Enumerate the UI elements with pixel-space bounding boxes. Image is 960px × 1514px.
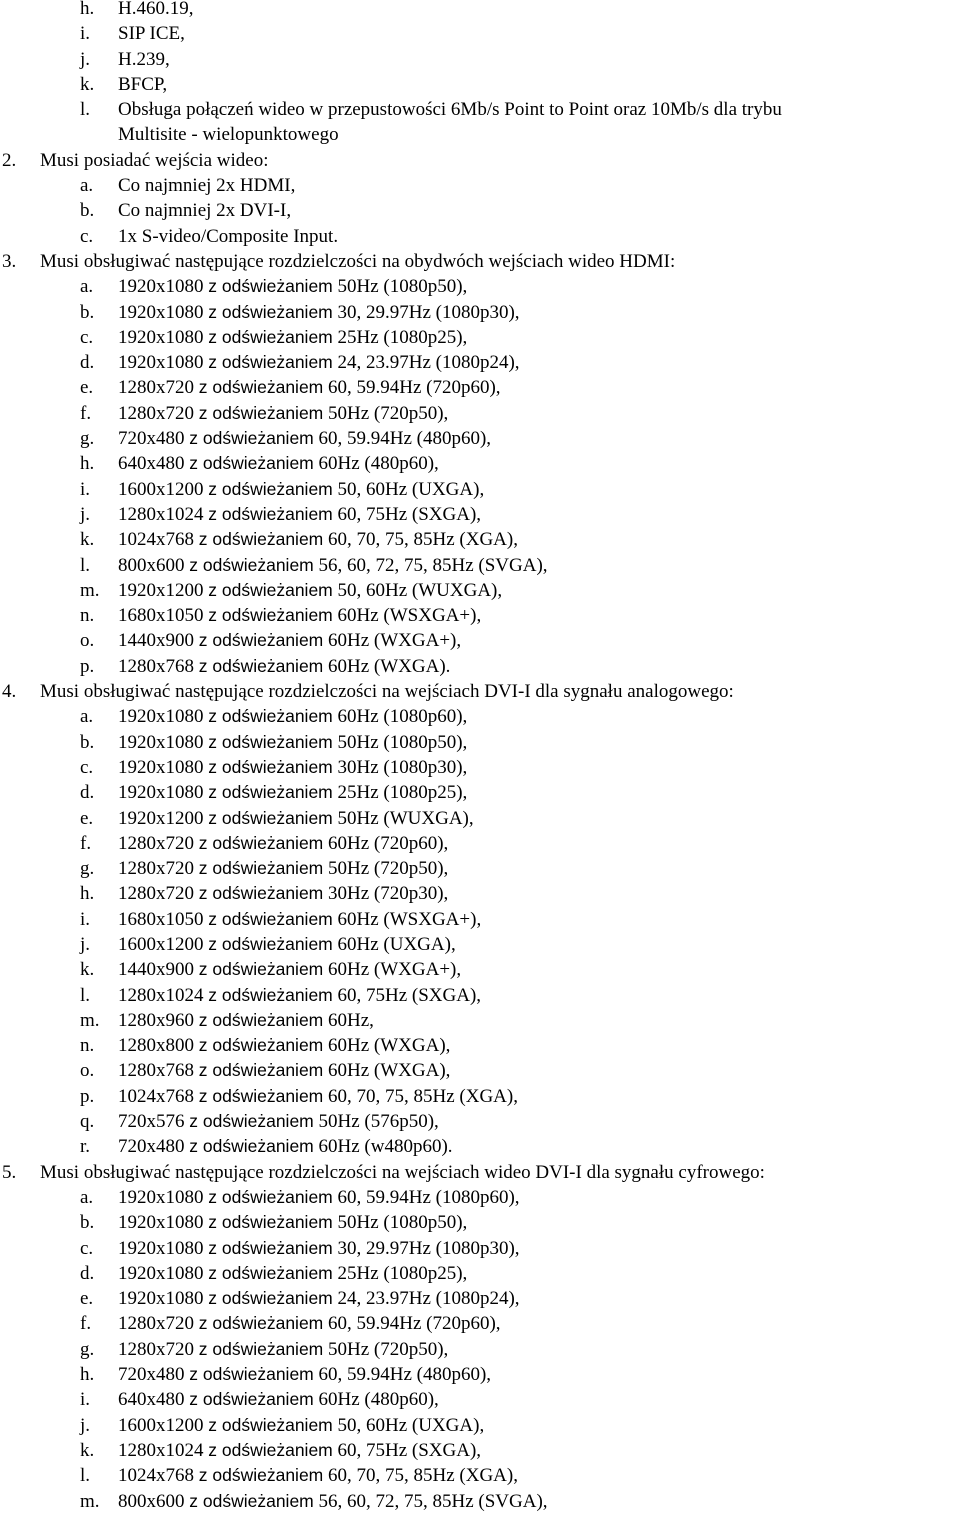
list-item (0, 451, 960, 476)
list-marker: e. (80, 377, 94, 399)
list-item-text: 1920x1080 z odświeżaniem 25Hz (1080p25), (118, 782, 468, 804)
list-marker: i. (80, 908, 91, 930)
list-item (0, 1286, 960, 1311)
list-marker: h. (80, 0, 95, 19)
list-item-text: 1280x768 z odświeżaniem 60Hz (WXGA), (118, 1060, 451, 1082)
list-item-text: H.460.19, (118, 0, 194, 19)
list-item (0, 502, 960, 527)
list-item-text: 1440x900 z odświeżaniem 60Hz (WXGA+), (118, 959, 462, 981)
list-item (0, 426, 960, 451)
list-item-text: 1280x720 z odświeżaniem 50Hz (720p50), (118, 402, 449, 424)
list-item-continuation (0, 122, 960, 147)
list-marker: f. (80, 402, 92, 424)
list-item (0, 957, 960, 982)
list-item-text: 720x480 z odświeżaniem 60, 59.94Hz (480p60), (118, 428, 492, 450)
list-item-text: BFCP, (118, 73, 168, 95)
list-item (0, 173, 960, 198)
list-marker: q. (80, 1111, 95, 1133)
list-item (0, 1413, 960, 1438)
list-item-text: 1280x720 z odświeżaniem 60, 59.94Hz (720p60), (118, 1313, 501, 1335)
list-marker: d. (80, 782, 95, 804)
list-marker: o. (80, 1060, 95, 1082)
list-item (0, 0, 960, 21)
list-item (0, 401, 960, 426)
list-item (0, 1261, 960, 1286)
list-marker: j. (80, 503, 91, 525)
list-item-text: 1680x1050 z odświeżaniem 60Hz (WSXGA+), (118, 908, 482, 930)
list-item (0, 603, 960, 628)
list-item-text: Co najmniej 2x HDMI, (118, 175, 296, 197)
list-item-text: 1280x720 z odświeżaniem 50Hz (720p50), (118, 858, 449, 880)
list-item-text: 1x S-video/Composite Input. (118, 225, 339, 247)
list-item-text: 1920x1080 z odświeżaniem 60Hz (1080p60), (118, 706, 468, 728)
list-marker: e. (80, 807, 94, 829)
list-item-text: 1920x1080 z odświeżaniem 30Hz (1080p30), (118, 756, 468, 778)
section-heading (0, 148, 960, 173)
list-item (0, 1236, 960, 1261)
list-marker: e. (80, 1288, 94, 1310)
list-item-text: Obsługa połączeń wideo w przepustowości 6Mb/s Point to Point oraz 10Mb/s dla trybu (118, 99, 782, 121)
list-item (0, 578, 960, 603)
list-marker: a. (80, 1186, 94, 1208)
list-item (0, 325, 960, 350)
list-item (0, 1134, 960, 1159)
list-item (0, 1185, 960, 1210)
list-item-text: 1920x1080 z odświeżaniem 24, 23.97Hz (1080p24), (118, 352, 520, 374)
list-marker: d. (80, 1262, 95, 1284)
list-marker: p. (80, 655, 95, 677)
list-item (0, 224, 960, 249)
list-item (0, 1084, 960, 1109)
list-item-text: Musi obsługiwać następujące rozdzielczości na wejściach wideo DVI-I dla sygnału cyfrowego: (40, 1161, 765, 1183)
list-item-text: 1280x720 z odświeżaniem 30Hz (720p30), (118, 883, 449, 905)
list-item (0, 527, 960, 552)
list-item-text: H.239, (118, 48, 170, 70)
list-item (0, 1362, 960, 1387)
list-marker: i. (80, 1389, 91, 1411)
list-item-text: 1600x1200 z odświeżaniem 60Hz (UXGA), (118, 933, 456, 955)
list-item-text: Musi obsługiwać następujące rozdzielczości na wejściach DVI-I dla sygnału analogowego: (40, 681, 734, 703)
list-marker: a. (80, 175, 94, 197)
list-item-text: SIP ICE, (118, 23, 185, 45)
list-marker: k. (80, 529, 95, 551)
list-item-text: 1920x1080 z odświeżaniem 60, 59.94Hz (1080p60), (118, 1186, 520, 1208)
list-marker: g. (80, 428, 95, 450)
list-item-text: Musi posiadać wejścia wideo: (40, 149, 269, 171)
list-item-text: 720x480 z odświeżaniem 60Hz (w480p60). (118, 1136, 453, 1158)
section-heading (0, 679, 960, 704)
list-marker: i. (80, 23, 91, 45)
list-item-text: 1600x1200 z odświeżaniem 50, 60Hz (UXGA), (118, 478, 485, 500)
list-item (0, 932, 960, 957)
list-item (0, 72, 960, 97)
list-item-text: 640x480 z odświeżaniem 60Hz (480p60), (118, 1389, 439, 1411)
list-marker: j. (80, 48, 91, 70)
list-item-text: 1280x768 z odświeżaniem 60Hz (WXGA). (118, 655, 451, 677)
list-marker: g. (80, 1338, 95, 1360)
list-item (0, 1210, 960, 1235)
list-item (0, 1311, 960, 1336)
list-item-text: 1280x800 z odświeżaniem 60Hz (WXGA), (118, 1035, 451, 1057)
list-item (0, 983, 960, 1008)
list-marker: 3. (2, 250, 17, 272)
list-item (0, 628, 960, 653)
list-item (0, 881, 960, 906)
list-item (0, 300, 960, 325)
list-item (0, 1438, 960, 1463)
list-item-text: 1920x1080 z odświeżaniem 25Hz (1080p25), (118, 326, 468, 348)
list-marker: k. (80, 73, 95, 95)
list-item (0, 350, 960, 375)
list-item (0, 1008, 960, 1033)
list-marker: l. (80, 984, 91, 1006)
list-item-text: 640x480 z odświeżaniem 60Hz (480p60), (118, 453, 439, 475)
list-item (0, 856, 960, 881)
list-item (0, 704, 960, 729)
list-marker: i. (80, 478, 91, 500)
list-marker: n. (80, 1035, 95, 1057)
list-marker: c. (80, 326, 94, 348)
list-marker: l. (80, 1465, 91, 1487)
list-marker: 5. (2, 1161, 17, 1183)
list-marker: c. (80, 1237, 94, 1259)
list-item-text: 800x600 z odświeżaniem 56, 60, 72, 75, 85Hz (SVGA), (118, 1490, 548, 1512)
list-item-text: 1920x1080 z odświeżaniem 30, 29.97Hz (1080p30), (118, 1237, 520, 1259)
list-item-text: 1280x720 z odświeżaniem 50Hz (720p50), (118, 1338, 449, 1360)
list-item-text: Musi obsługiwać następujące rozdzielczości na obydwóch wejściach wideo HDMI: (40, 250, 676, 272)
list-marker: p. (80, 1085, 95, 1107)
list-item (0, 806, 960, 831)
list-item-text: Co najmniej 2x DVI-I, (118, 200, 292, 222)
list-item-text: 1280x1024 z odświeżaniem 60, 75Hz (SXGA), (118, 503, 482, 525)
list-item-text: 1280x1024 z odświeżaniem 60, 75Hz (SXGA), (118, 984, 482, 1006)
list-item (0, 654, 960, 679)
list-item (0, 831, 960, 856)
list-item (0, 375, 960, 400)
list-item (0, 1058, 960, 1083)
list-item-text: 720x480 z odświeżaniem 60, 59.94Hz (480p60), (118, 1364, 492, 1386)
list-marker: r. (80, 1136, 91, 1158)
list-item-text: 1280x960 z odświeżaniem 60Hz, (118, 1009, 374, 1031)
list-marker: d. (80, 352, 95, 374)
list-item (0, 47, 960, 72)
list-item (0, 274, 960, 299)
list-item (0, 1033, 960, 1058)
list-item-text: Multisite - wielopunktowego (118, 124, 339, 146)
list-item-text: 720x576 z odświeżaniem 50Hz (576p50), (118, 1111, 439, 1133)
list-marker: n. (80, 605, 95, 627)
list-item (0, 1337, 960, 1362)
list-marker: k. (80, 959, 95, 981)
list-marker: h. (80, 1364, 95, 1386)
list-item-text: 1920x1080 z odświeżaniem 25Hz (1080p25), (118, 1262, 468, 1284)
list-marker: m. (80, 1009, 100, 1031)
list-marker: m. (80, 1490, 100, 1512)
list-item-text: 800x600 z odświeżaniem 56, 60, 72, 75, 85Hz (SVGA), (118, 554, 548, 576)
section-heading (0, 249, 960, 274)
list-marker: f. (80, 1313, 92, 1335)
list-item-text: 1920x1200 z odświeżaniem 50Hz (WUXGA), (118, 807, 474, 829)
list-item (0, 198, 960, 223)
list-marker: k. (80, 1439, 95, 1461)
list-marker: h. (80, 453, 95, 475)
list-marker: a. (80, 706, 94, 728)
list-item-text: 1280x720 z odświeżaniem 60Hz (720p60), (118, 832, 449, 854)
list-item-text: 1280x1024 z odświeżaniem 60, 75Hz (SXGA), (118, 1439, 482, 1461)
list-item (0, 1387, 960, 1412)
list-item (0, 755, 960, 780)
list-item (0, 21, 960, 46)
list-marker: a. (80, 276, 94, 298)
list-item (0, 477, 960, 502)
list-marker: h. (80, 883, 95, 905)
list-item-text: 1920x1200 z odświeżaniem 50, 60Hz (WUXGA), (118, 579, 503, 601)
list-item (0, 1463, 960, 1488)
list-marker: l. (80, 554, 91, 576)
list-item-text: 1920x1080 z odświeżaniem 24, 23.97Hz (1080p24), (118, 1288, 520, 1310)
list-item-text: 1024x768 z odświeżaniem 60, 70, 75, 85Hz (XGA), (118, 1465, 518, 1487)
list-marker: 2. (2, 149, 17, 171)
list-item-text: 1440x900 z odświeżaniem 60Hz (WXGA+), (118, 630, 462, 652)
list-item (0, 907, 960, 932)
list-marker: c. (80, 756, 94, 778)
list-marker: b. (80, 200, 95, 222)
list-item-text: 1920x1080 z odświeżaniem 30, 29.97Hz (1080p30), (118, 301, 520, 323)
list-marker: j. (80, 1414, 91, 1436)
list-marker: f. (80, 832, 92, 854)
list-marker: o. (80, 630, 95, 652)
list-item-text: 1024x768 z odświeżaniem 60, 70, 75, 85Hz (XGA), (118, 529, 518, 551)
list-item-text: 1600x1200 z odświeżaniem 50, 60Hz (UXGA), (118, 1414, 485, 1436)
list-item (0, 730, 960, 755)
list-item-text: 1920x1080 z odświeżaniem 50Hz (1080p50), (118, 1212, 468, 1234)
list-item (0, 97, 960, 122)
list-item (0, 1109, 960, 1134)
list-marker: c. (80, 225, 94, 247)
list-marker: g. (80, 858, 95, 880)
list-item (0, 553, 960, 578)
list-item-text: 1280x720 z odświeżaniem 60, 59.94Hz (720p60), (118, 377, 501, 399)
section-heading (0, 1160, 960, 1185)
list-marker: m. (80, 579, 100, 601)
list-marker: j. (80, 933, 91, 955)
list-marker: l. (80, 99, 91, 121)
list-marker: b. (80, 731, 95, 753)
list-item-text: 1920x1080 z odświeżaniem 50Hz (1080p50), (118, 731, 468, 753)
list-item (0, 780, 960, 805)
list-item-text: 1680x1050 z odświeżaniem 60Hz (WSXGA+), (118, 605, 482, 627)
list-marker: b. (80, 1212, 95, 1234)
list-item-text: 1024x768 z odświeżaniem 60, 70, 75, 85Hz (XGA), (118, 1085, 518, 1107)
list-item-text: 1920x1080 z odświeżaniem 50Hz (1080p50), (118, 276, 468, 298)
list-item (0, 1489, 960, 1514)
list-marker: b. (80, 301, 95, 323)
list-marker: 4. (2, 681, 17, 703)
